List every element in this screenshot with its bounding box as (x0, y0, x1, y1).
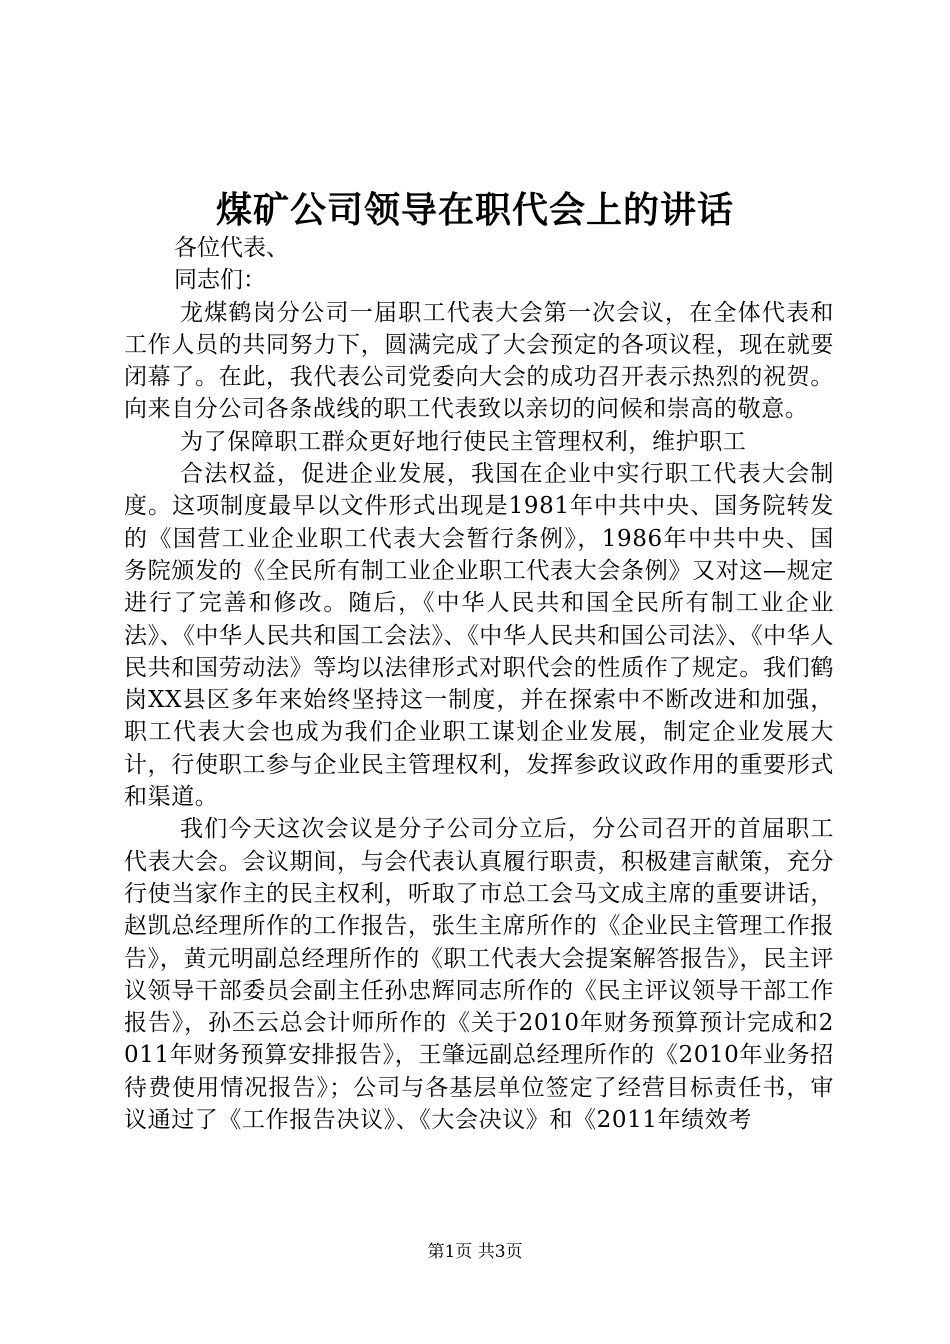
salutation-line-2: 同志们： (174, 267, 266, 294)
document-title: 煤矿公司领导在职代会上的讲话 (215, 189, 734, 231)
paragraph-system-history: 合法权益，促进企业发展，我国在企业中实行职工代表大会制度。这项制度最早以文件形式出现是1981年中共中央、国务院转发的《国营工业企业职工代表大会暂行条例》，1986年中共中央、国务院颁发的《全民所有制工业企业职工代表大会条例》又对这—规定进行了完善和修改。随后，《中华人民共和国全民所有制工业企业法》、《中华人民共和国工会法》、《中华人民共和国公司法》、《中华人民共和国劳动法》等均以法律形式对职代会的性质作了规定。我们鹤岗XX县区多年来始终坚持这一制度，并在探索中不断改进和加强，职工代表大会也成为我们企业职工谋划企业发展，制定企业发展大计，行使职工参与企业民主管理权利，发挥参政议政作用的重要形式和渠道。 (124, 461, 834, 811)
document-body (124, 232, 834, 1136)
page-number-footer: 第1页 共3页 (427, 1242, 523, 1262)
paragraph-fragment: 为了保障职工群众更好地行使民主管理权利，维护职工 (180, 428, 747, 455)
paragraph-meeting-summary: 我们今天这次会议是分子公司分立后，分公司召开的首届职工代表大会。会议期间，与会代表认真履行职责，积极建言献策，充分行使当家作主的民主权利，听取了市总工会马文成主席的重要讲话，赵凯总经理所作的工作报告，张生主席所作的《企业民主管理工作报告》，黄元明副总经理所作的《职工代表大会提案解答报告》，民主评议领导干部委员会副主任孙忠辉同志所作的《民主评议领导干部工作报告》，孙丕云总会计师所作的《关于2010年财务预算预计完成和2011年财务预算安排报告》，王肇远副总经理所作的《2010年业务招待费使用情况报告》；公司与各基层单位签定了经营目标责任书，审议通过了《工作报告决议》、《大会决议》和《2011年绩效考 (124, 816, 834, 1134)
paragraph-opening: 龙煤鹤岗分公司一届职工代表大会第一次会议，在全体代表和工作人员的共同努力下，圆满完成了大会预定的各项议程，现在就要闭幕了。在此，我代表公司党委向大会的成功召开表示热烈的祝贺。向来自分公司各条战线的职工代表致以亲切的问候和崇高的敬意。 (124, 299, 834, 423)
salutation-line-1: 各位代表、 (174, 235, 289, 261)
